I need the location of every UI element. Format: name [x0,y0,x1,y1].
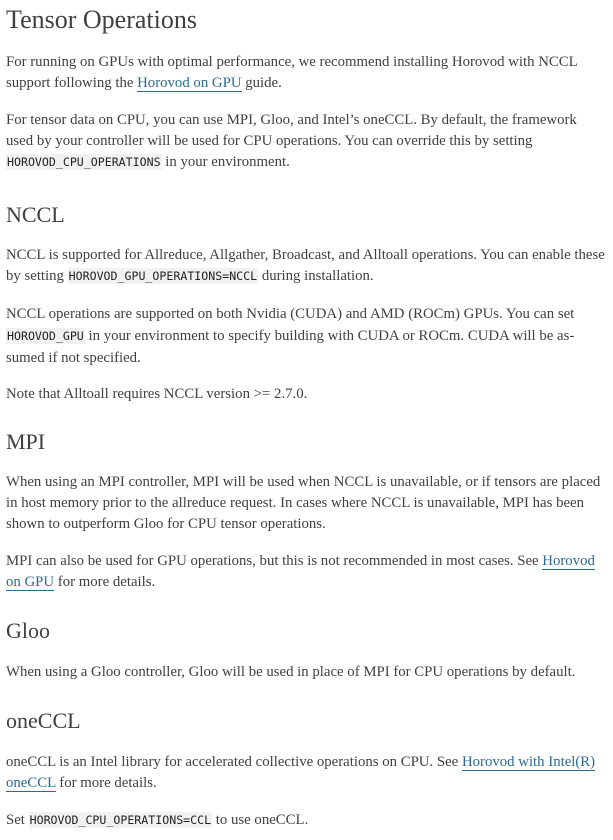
horovod-on-gpu-link[interactable]: Horovod on GPU [137,75,242,91]
heading-mpi: MPI [6,429,46,454]
code-horovod-cpu-operations-ccl: HOROVOD_CPU_OPERATIONS=CCL [29,813,212,827]
intro-paragraph-1: For running on GPUs with optimal performance, we recommend installing Horovod with NCCL support following the Horovod on GPU guide. [6,54,578,91]
mpi-paragraph-2: MPI can also be used for GPU operations, but this is not recommended in most cases. See Horovod on GPU for more details. [6,553,595,590]
heading-nccl: NCCL [6,202,65,227]
gloo-paragraph-1: When using a Gloo controller, Gloo will be used in place of MPI for CPU operations by default. [6,664,576,680]
code-horovod-cpu-operations: HOROVOD_CPU_OPERATIONS [7,155,161,169]
nccl-paragraph-1: NCCL is supported for Allreduce, Allgather, Broadcast, and Alltoall operations. You can enable these by setting HOROVOD_GPU_OPERATIONS=NCCL during installation. [6,247,605,284]
oneccl-paragraph-1: oneCCL is an Intel library for accelerated collective operations on CPU. See Horovod with Intel(R) oneCCL for more details. [6,754,596,791]
intro-paragraph-2: For tensor data on CPU, you can use MPI, Gloo, and Intel’s oneCCL. By default, the framework used by your controller will be used for CPU operations. You can override this by setting HOROVOD_CPU_OPERATIONS in your environment. [6,112,577,170]
oneccl-paragraph-2: Set HOROVOD_CPU_OPERATIONS=CCL to use oneCCL. [6,812,309,828]
horovod-with-intel-oneccl-link[interactable]: Horovod with Intel(R) oneCCL [6,754,596,791]
code-horovod-gpu-operations-nccl: HOROVOD_GPU_OPERATIONS=NCCL [68,269,258,283]
horovod-on-gpu-link-2[interactable]: Horovod on GPU [6,553,595,590]
page-title: Tensor Operations [6,5,197,34]
nccl-paragraph-3: Note that Alltoall requires NCCL version >= 2.7.0. [6,386,308,402]
nccl-paragraph-2: NCCL operations are supported on both Nvidia (CUDA) and AMD (ROCm) GPUs. You can set HOROVOD_GPU in your environment to specify building with CUDA or ROCm. CUDA will be as-sumed if not specified. [6,306,575,366]
code-horovod-gpu: HOROVOD_GPU [7,329,84,343]
heading-gloo: Gloo [6,618,50,643]
mpi-paragraph-1: When using an MPI controller, MPI will be used when NCCL is unavailable, or if tensors are placed in host memory prior to the allreduce request. In cases where NCCL is unavailable, MPI has been shown to outperform Gloo for CPU tensor operations. [6,474,601,532]
heading-oneccl: oneCCL [6,708,81,733]
document [0,5,613,831]
